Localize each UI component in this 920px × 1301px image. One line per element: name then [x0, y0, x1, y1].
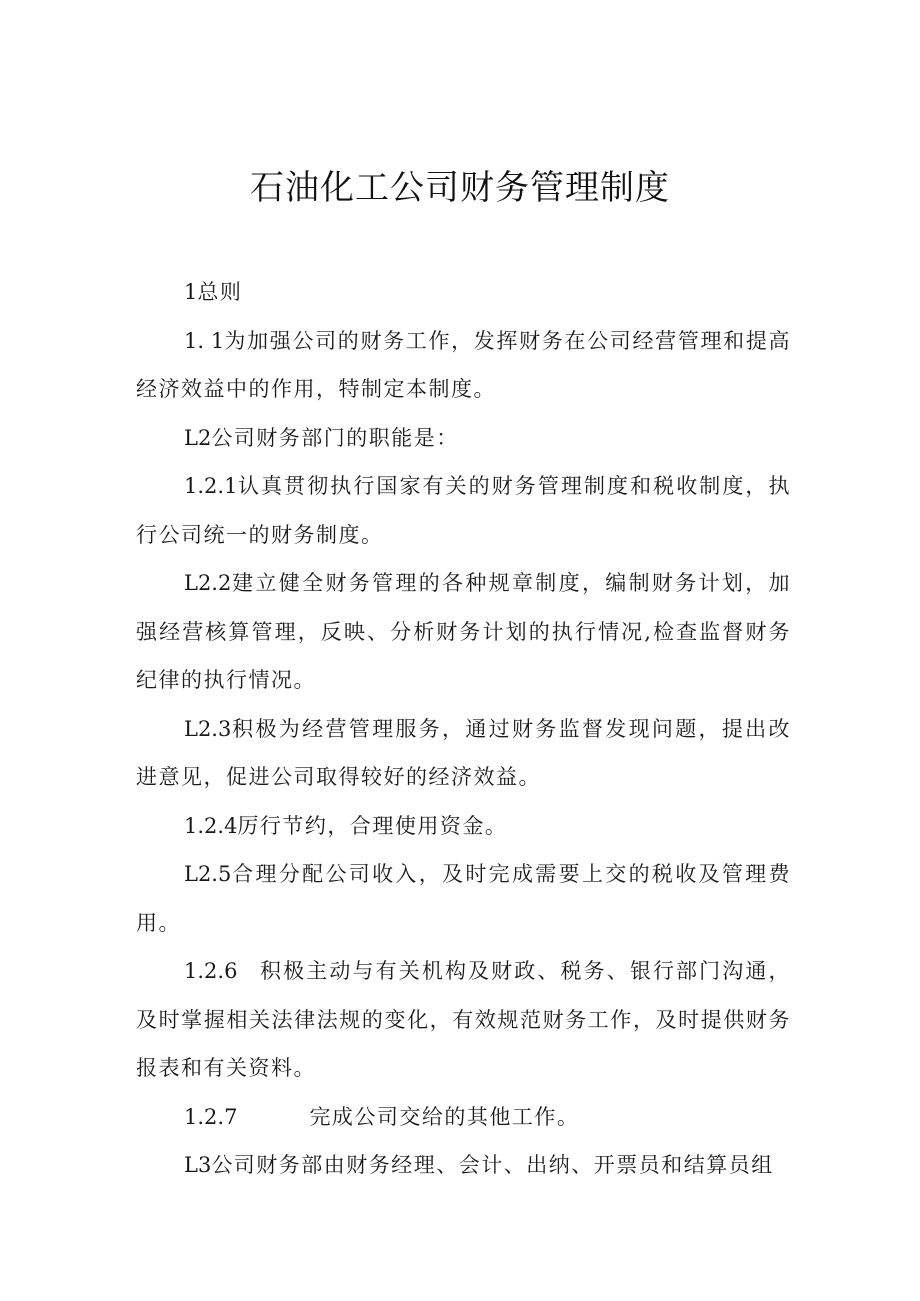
paragraph-1-2-4	[136, 802, 791, 851]
paragraph-1-2-7	[136, 1093, 791, 1142]
section-number: 1. 1	[184, 328, 225, 353]
paragraph-1-general	[136, 268, 791, 317]
paragraph-text: 认真贯彻执行国家有关的财务管理制度和税收制度，执行公司统一的财务制度。	[136, 474, 791, 547]
document-body	[136, 268, 791, 1190]
paragraph-text: 积极主动与有关机构及财政、税务、银行部门沟通，及时掌握相关法律法规的变化，有效规范财务工作，及时提供财务报表和有关资料。	[136, 959, 791, 1080]
paragraph-1-3	[136, 1141, 791, 1190]
paragraph-1-2-3	[136, 705, 791, 802]
section-number: 1.2.6	[184, 959, 238, 983]
paragraph-1-1	[136, 317, 791, 414]
section-number: L2.5	[184, 862, 232, 886]
paragraph-text: 完成公司交给的其他工作。	[309, 1104, 580, 1129]
paragraph-text: 建立健全财务管理的各种规章制度，编制财务计划，加强经营核算管理，反映、分析财务计划的执行情况,检查监督财务纪律的执行情况。	[136, 571, 791, 692]
paragraph-text: 公司财务部门的职能是：	[211, 425, 459, 450]
section-number: L2.3	[184, 716, 232, 741]
paragraph-text: 合理分配公司收入，及时完成需要上交的税收及管理费用。	[136, 862, 791, 935]
paragraph-1-2-2	[136, 559, 791, 705]
paragraph-1-2	[136, 414, 791, 463]
section-number: L3	[184, 1153, 212, 1177]
paragraph-text: 为加强公司的财务工作，发挥财务在公司经营管理和提高经济效益中的作用，特制定本制度。	[136, 328, 791, 401]
section-number: 1.2.4	[184, 813, 238, 838]
document-title: 石油化工公司财务管理制度	[250, 168, 670, 208]
paragraph-text: 总则	[197, 280, 243, 304]
section-number: L2.2	[184, 571, 232, 595]
section-number: L2	[184, 425, 212, 450]
paragraph-1-2-1	[136, 462, 791, 559]
paragraph-text: 积极为经营管理服务，通过财务监督发现问题，提出改进意见，促进公司取得较好的经济效益。	[136, 716, 791, 789]
paragraph-text: 厉行节约，合理使用资金。	[237, 813, 508, 838]
section-number: 1	[184, 280, 198, 304]
section-number: 1.2.7	[184, 1104, 238, 1129]
paragraph-text: 公司财务部由财务经理、会计、出纳、开票员和结算员组	[211, 1153, 774, 1177]
paragraph-1-2-5	[136, 850, 791, 947]
paragraph-1-2-6	[136, 947, 791, 1093]
section-number: 1.2.1	[184, 474, 238, 498]
